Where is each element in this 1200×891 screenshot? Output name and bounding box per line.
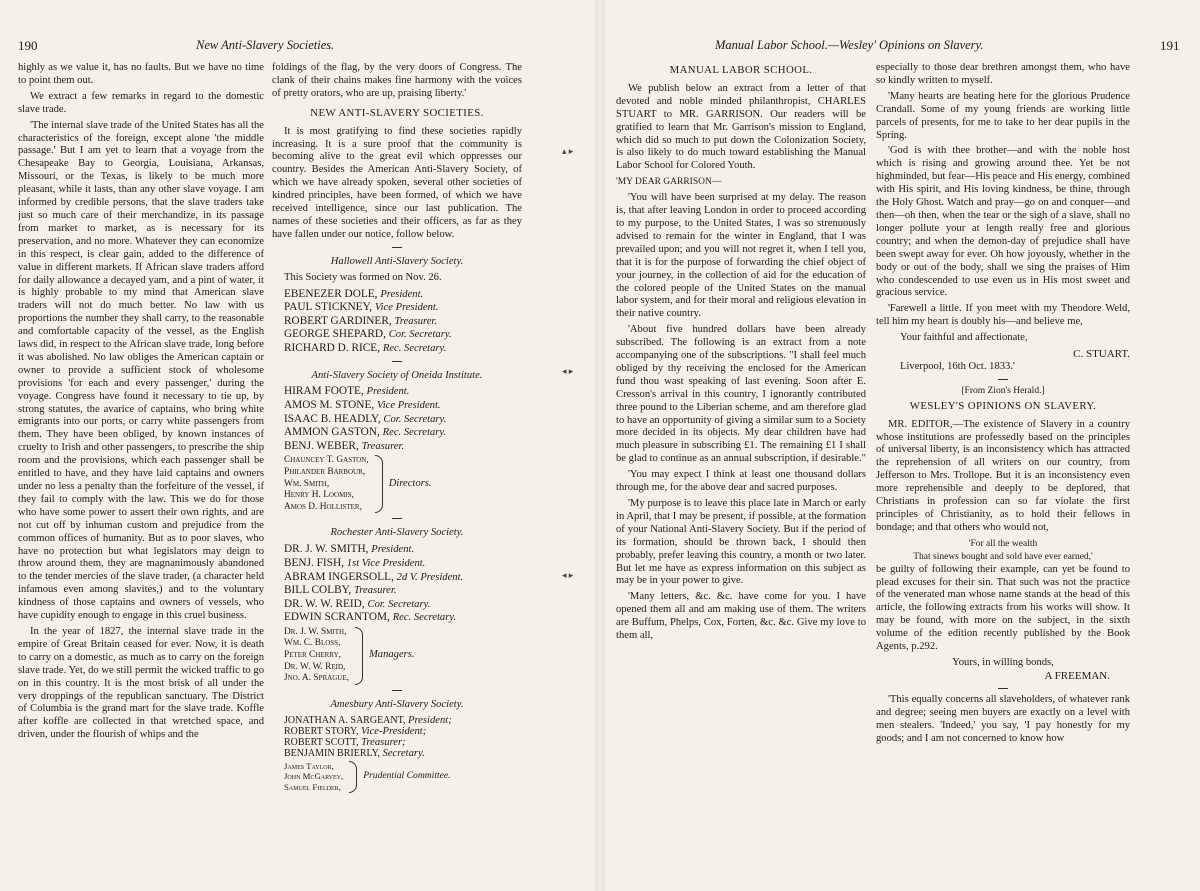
letter-closing: Your faithful and affectionate,	[900, 332, 1028, 344]
quote-block: 'The internal slave trade of the United States has all the characteristics of the foreign, except alone 'the middle passage.' But I am yet to learn that a voyage from the Chesapeake Bay to Georgia, Louisiana, Arkansas, Missouri, or the Texas, is likely to be much more pleasant, while it lasts, than any other slave voyage. I am informed by credible persons, that the slave traders take just so much care of their merchandize, in its passage from market to market, as is necessary for its preservation, and no more. Whatever they can economize in this respect, is clear gain, added to the difference of value in different markets. If African slave traders afford for daily allowance a decayed yam, and a pint of water, it is highly probable to my mind that American slave traders will not do much better. No law with us proportions the number they shall carry, to the reasonable and comfortable capacity of the vessel, as the English laws did, in respect to the African slave trade, long before it was abolished. No law obliges the American captain or owner to provide a sufficient stock of wholesome provisions 'for each and every passenger,' during the voyage. Congress have found it necessary to tie up, by strong statutes, the avarice of captains, who bring white emigrants into our ports, or carry white passengers from them. They have been obliged, by known instances of cruelty to Irish and other passengers, to prescribe the ship room and the provisions, which each passenger shall be entitled to have, and they have laid captains and owners under no less a penalty than the forfeiture of the vessel, if they fail to comply with the law. This we do for those who have some power to assert their own rights, and are not cut off by inhuman custom and prejudice from the common offices of humanity. But as to poor slaves, who have no protection but what legislators may deign to throw around them, they are magnanimously abandoned to the tender mercies of the slave trader, (a character held infamous even among slavites,) and to the voluntary kindness of those captains and owners of vessels, who have cupidity enough to engage in this cruel business.	[18, 119, 264, 622]
paragraph: 'God is with thee brother—and with the noble host which is rising and growing around thee. Yet be not highminded, but fear—His peace and His energy, combined with His spirit, and His loving kindness, be thine, through the Holy Ghost. Watch and pray—go on and conquer—and then—oh then, when the tear or the sigh of a slave, shall no longer pollute your at length really free and glorious country; and when the demon-day of prejudice shall have been swept away for ever. Oh how joyously, whether in the body or out of the body, shall we sing the praises of Him who condescended to use even us in His most sweet and gracious service.	[876, 145, 1130, 299]
managers-block	[284, 627, 522, 685]
board-names: James Taylor, John McGarvey, Samuel Fielder,	[284, 760, 344, 792]
section-heading: WESLEY'S OPINIONS ON SLAVERY.	[909, 399, 1097, 412]
officer-line: ROBERT GARDINER, Treasurer.	[284, 314, 438, 327]
officer-line: AMOS M. STONE, Vice President.	[284, 399, 441, 412]
officer-line: RICHARD D. RICE, Rec. Secretary.	[284, 341, 447, 354]
left-column-1	[18, 62, 264, 882]
running-head-right: Manual Labor School.—Wesley' Opinions on Slavery.	[715, 38, 984, 52]
officer-line: JONATHAN A. SARGEANT, President;	[284, 714, 452, 726]
society-title: Amesbury Anti-Slavery Society.	[330, 698, 464, 710]
section-heading: NEW ANTI-SLAVERY SOCIETIES.	[310, 106, 484, 119]
dateline: Liverpool, 16th Oct. 1833.'	[900, 360, 1015, 372]
officer-line: PAUL STICKNEY, Vice President.	[284, 301, 439, 314]
verse-line: 'For all the wealth	[968, 538, 1038, 549]
right-column-2	[876, 62, 1130, 888]
paragraph: 'My purpose is to leave this place late in March or early in April, that I may be present, if possible, at the formation of your National Anti-Slavery Society. But if the period of its formation, should be thrown back, I should then probably, prefer leaving this country, a month or two later. But let me have as express information on this subject as may be in your power to give.	[616, 498, 866, 587]
brace	[375, 455, 383, 513]
officer-line: ISAAC B. HEADLY, Cor. Secretary.	[284, 412, 447, 425]
margin-mark: ◂ ▸	[562, 570, 574, 580]
right-column-1	[616, 62, 866, 888]
margin-mark: ▴ ▸	[562, 146, 574, 156]
officer-line: BENJ. FISH, 1st Vice President.	[284, 556, 426, 569]
divider	[998, 688, 1008, 689]
brace	[349, 761, 357, 793]
page-number-left: 190	[18, 38, 38, 53]
paragraph: 'Farewell a little. If you meet with my Theodore Weld, tell him my heart is doubly his—and believe me,	[876, 303, 1130, 328]
paragraph: be guilty of following their example, can yet be found to plead excuses for their sin. That such was not the practice of the venerated man whose name stands at the head of this article, the following extracts from his works will show. It may be found, with more on the subject, in the sixth volume of the edition recently published by the Book Agents, p.292.	[876, 563, 1130, 653]
officer-line: GEORGE SHEPARD, Cor. Secretary.	[284, 328, 452, 341]
paragraph: highly as we value it, has no faults. But we have no time to point them out.	[18, 62, 264, 86]
board-names: Dr. J. W. Smith, Wm. C. Bloss, Peter Cherry, Dr. W. W. Reid, Jno. A. Sprague,	[284, 626, 349, 684]
paragraph: foldings of the flag, by the very doors of Congress. The clank of their chains makes fine harmony with the voices of pretty orators, who are up, praising liberty.'	[272, 62, 522, 99]
officer-line: BENJ. WEBER, Treasurer.	[284, 439, 405, 452]
signer: A FREEMAN.	[1044, 669, 1110, 682]
paragraph: 'This equally concerns all slaveholders, of whatever rank and degree; seeing men buyers are exactly on a level with men stealers. 'Indeed,' you say, 'I pay honestly for my goods; and I am not concerned to know how	[876, 693, 1130, 744]
divider	[392, 247, 402, 248]
verse-line: That sinews bought and sold have ever earned,'	[913, 551, 1093, 562]
paragraph: 'You will have been surprised at my delay. The reason is, that after leaving London in order to proceed according to my purpose, to the United States, I was so strenuously advised to remain for the winter in England, that I was prevailed upon; and you will not regret it, when I tell you, that it is for the purpose of forwarding the chief object of your journey, in the collection of aid for the education of the colored people of the United States on the manual labor system, and for their moral and religious elevation in their native country.	[616, 192, 866, 320]
directors-block	[284, 455, 522, 513]
board-label: Directors.	[388, 477, 432, 489]
paragraph: 'You may expect I think at least one thousand dollars through me, for the above dear and sacred purposes.	[616, 469, 866, 494]
section-heading: MANUAL LABOR SCHOOL.	[669, 64, 813, 76]
paragraph: 'About five hundred dollars have been already subscribed. The following is an extract from a note accompanying one of the subscriptions. "I shall feel much obliged by thy receiving the enclosed for the American fund thou wast speaking of last evening. Soon after E. Cresson's arrival in this country, I ignorantly contributed three pound to the Liberian scheme, and am therefore glad to have an opportunity of giving a similar sum to a Society more decided in its objects. My dear children have had much pleasure in subscribing £1. The remaining £1 I shall be glad to continue as an annual subscription, if desirable."	[616, 324, 866, 465]
divider	[392, 518, 402, 519]
paragraph: MR. EDITOR,—The existence of Slavery in a country whose institutions are professedly based on the principles of universal liberty, is an inconsistency which has attracted the reprehension of all writers on our country, from Jefferson to Mrs. Trollope. But it is an inconsistency even more reprehensible and deeply to be deplored, that Christians in profession can so far violate the first principles of Christianity, as to hold their fellows in bondage; and that others who would not,	[876, 418, 1130, 533]
officer-line: ABRAM INGERSOLL, 2d V. President.	[284, 570, 464, 583]
board-label: Prudential Committee.	[363, 770, 451, 782]
signature: C. STUART.	[1073, 348, 1130, 361]
brace	[355, 627, 363, 685]
board-label: Managers.	[368, 649, 415, 661]
officer-line: ROBERT STORY, Vice-President;	[284, 725, 427, 737]
right-page	[600, 0, 1200, 891]
salutation: 'MY DEAR GARRISON—	[616, 177, 722, 188]
divider	[392, 361, 402, 362]
margin-mark: ◂ ▸	[562, 366, 574, 376]
paragraph: In the year of 1827, the internal slave trade in the empire of Great Britain ceased for ever. Now, it is death to carry on a domestic, as much as to carry on the foreign slave trade. Yet, do we still permit the wicked traffic to go on in this country. It is the most brisk of all under the very droppings of the republican sanctuary. The District of Columbia is the grand mart for the slave trade. Koffle after koffle are collected in that wretched space, and driven, under the flourish of whips and the	[18, 625, 264, 741]
paragraph: It is most gratifying to find these societies rapidly increasing. It is a sure proof that the community is becoming alive to the great evil which oppresses our country. Besides the American Anti-Slavery Society, of which we have already spoken, several other societies of kindred principles, have been formed, of which we have received intelligence, since our last publication. The names of these societies and their officers, as far as they have fallen under our notice, follow below.	[272, 125, 522, 240]
officer-line: ROBERT SCOTT, Treasurer;	[284, 736, 406, 748]
officer-line: DR. W. W. REID, Cor. Secretary.	[284, 597, 431, 610]
divider	[998, 379, 1008, 380]
paragraph: especially to those dear brethren amongst them, who have so kindly written to myself.	[876, 62, 1130, 86]
committee-block	[284, 761, 522, 793]
officer-line: EBENEZER DOLE, President.	[284, 287, 424, 300]
officer-line: EDWIN SCRANTOM, Rec. Secretary.	[284, 611, 457, 624]
paragraph: We extract a few remarks in regard to the domestic slave trade.	[18, 90, 264, 115]
society-title: Rochester Anti-Slavery Society.	[330, 527, 464, 539]
divider	[392, 690, 402, 691]
paragraph: 'Many letters, &c. &c. have come for you. I have opened them all and am making use of them. The writers are Buffum, Phelps, Cox, Forten, &c. &c. Give my love to them all,	[616, 591, 866, 642]
board-names: Chauncey T. Gaston, Philander Barbour, Wm. Smith, Henry H. Loomis, Amos D. Hollister,	[284, 455, 369, 512]
left-column-2	[272, 62, 522, 882]
officer-line: DR. J. W. SMITH, President.	[284, 543, 415, 556]
officer-line: AMMON GASTON, Rec. Secretary.	[284, 426, 447, 439]
paragraph: We publish below an extract from a letter of that devoted and noble minded philanthropist, CHARLES STUART to MR. GARRISON. Our readers will be gratified to learn that Mr. Garrison's mission to England, which did so much to put down the Colonization Society, is also likely to do much toward establishing the Manual Labor School for Colored Youth.	[616, 82, 866, 172]
officer-line: HIRAM FOOTE, President.	[284, 385, 410, 398]
paragraph: This Society was formed on Nov. 26.	[284, 271, 442, 283]
source-credit: [From Zion's Herald.]	[961, 385, 1045, 396]
society-title: Hallowell Anti-Slavery Society.	[330, 255, 464, 267]
page-number-right: 191	[1160, 38, 1180, 53]
officer-line: BILL COLBY, Treasurer.	[284, 584, 397, 597]
valediction: Yours, in willing bonds,	[952, 656, 1054, 668]
society-title: Anti-Slavery Society of Oneida Institute.	[311, 369, 483, 381]
officer-line: BENJAMIN BRIERLY, Secretary.	[284, 747, 425, 759]
running-head-left: New Anti-Slavery Societies.	[196, 38, 335, 52]
paragraph: 'Many hearts are beating here for the glorious Prudence Crandall. Some of my young friends are working little parcels of presents, for me to take to her dear pupils in the Spring.	[876, 90, 1130, 141]
